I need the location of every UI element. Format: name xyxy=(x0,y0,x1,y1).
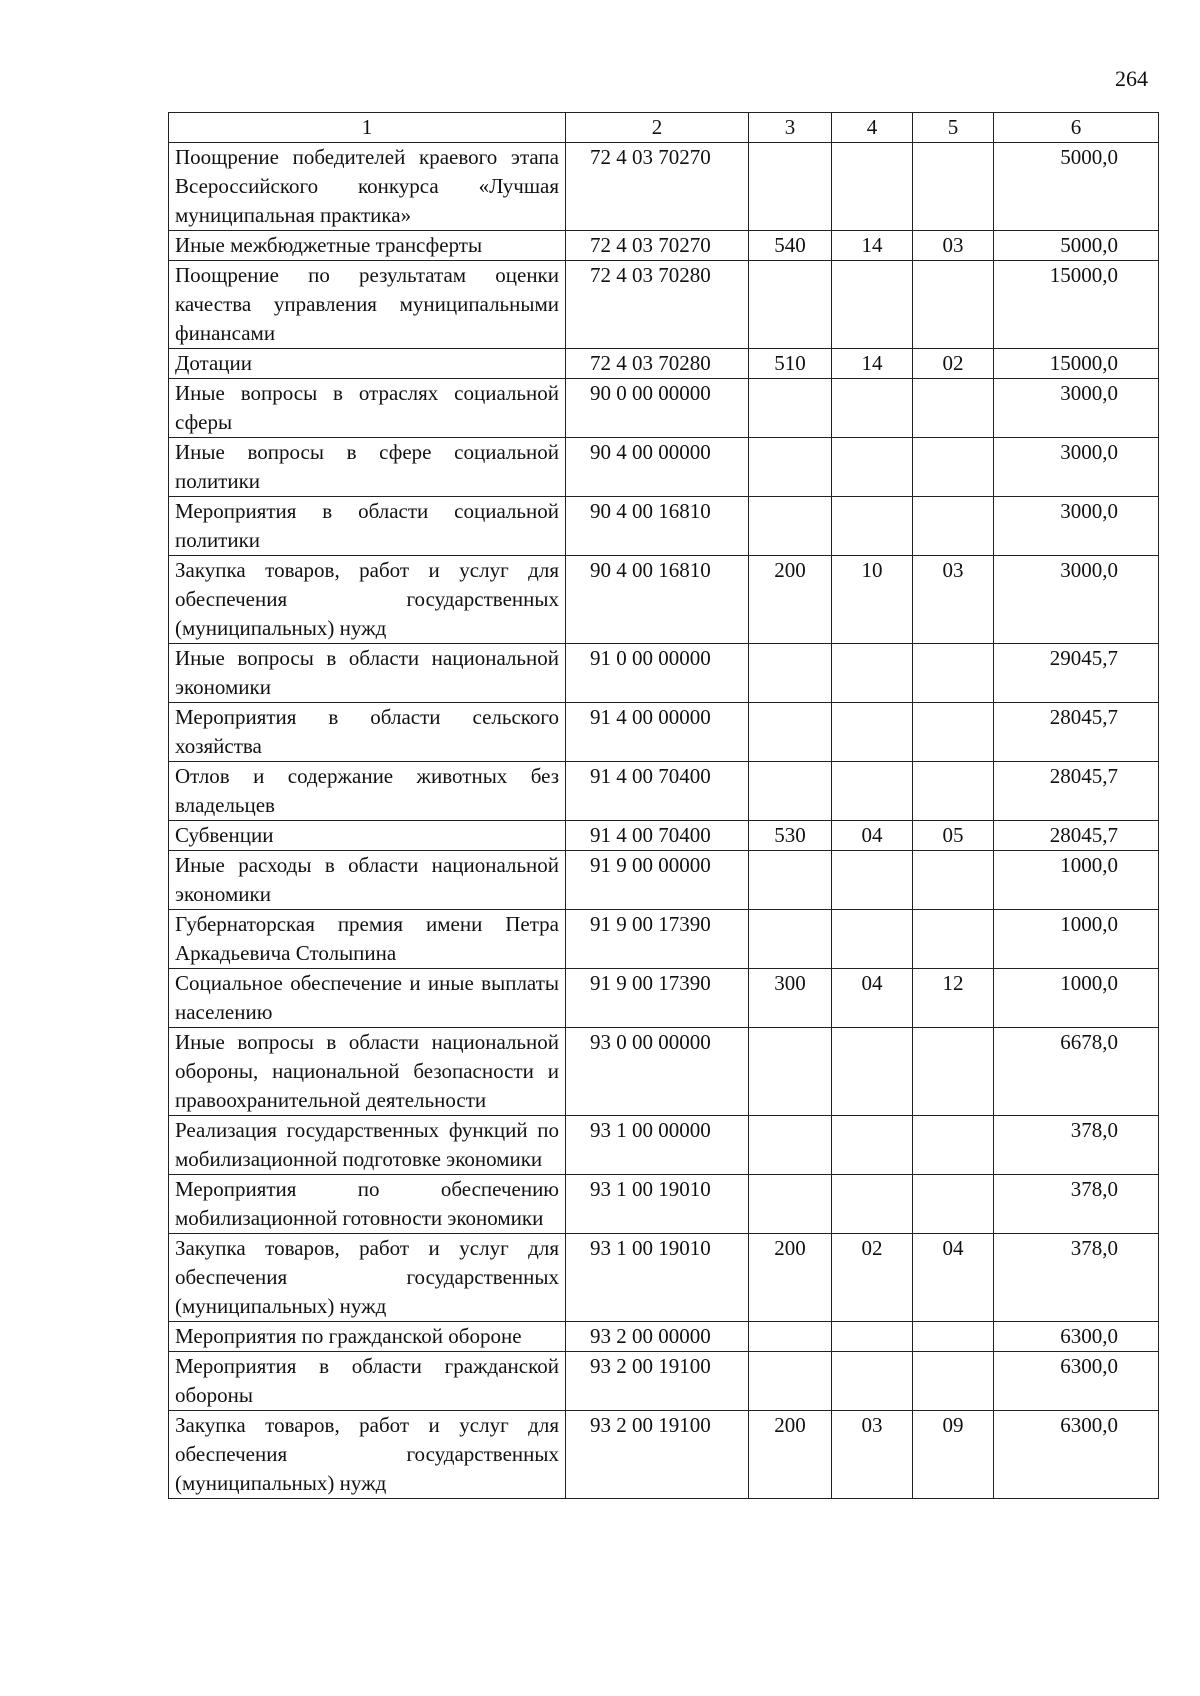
row-amount: 6678,0 xyxy=(994,1028,1159,1116)
row-amount: 378,0 xyxy=(994,1175,1159,1234)
row-rz xyxy=(832,379,913,438)
table-row xyxy=(169,438,1159,497)
row-amount: 6300,0 xyxy=(994,1411,1159,1499)
row-name: Дотации xyxy=(169,349,566,379)
row-amount: 15000,0 xyxy=(994,261,1159,349)
row-pr: 04 xyxy=(913,1234,994,1322)
row-kvr: 530 xyxy=(749,821,832,851)
row-rz xyxy=(832,1352,913,1411)
table-row xyxy=(169,703,1159,762)
row-code: 91 9 00 17390 xyxy=(566,910,749,969)
row-kvr xyxy=(749,143,832,231)
row-amount: 378,0 xyxy=(994,1234,1159,1322)
table-header-row xyxy=(169,113,1159,143)
table-row xyxy=(169,143,1159,231)
table-row xyxy=(169,349,1159,379)
row-pr: 02 xyxy=(913,349,994,379)
table-row xyxy=(169,644,1159,703)
row-name: Закупка товаров, работ и услуг для обеспечения государственных (муниципальных) нужд xyxy=(169,1411,566,1499)
row-pr xyxy=(913,762,994,821)
row-amount: 28045,7 xyxy=(994,703,1159,762)
row-pr: 12 xyxy=(913,969,994,1028)
budget-table xyxy=(168,112,1159,1499)
row-amount: 6300,0 xyxy=(994,1322,1159,1352)
row-pr xyxy=(913,1322,994,1352)
table-row xyxy=(169,231,1159,261)
row-rz: 04 xyxy=(832,969,913,1028)
row-amount: 5000,0 xyxy=(994,231,1159,261)
row-name: Закупка товаров, работ и услуг для обеспечения государственных (муниципальных) нужд xyxy=(169,1234,566,1322)
row-name: Поощрение победителей краевого этапа Всероссийского конкурса «Лучшая муниципальная практика» xyxy=(169,143,566,231)
row-name: Мероприятия в области гражданской обороны xyxy=(169,1352,566,1411)
row-name: Отлов и содержание животных без владельцев xyxy=(169,762,566,821)
header-col-4: 4 xyxy=(832,113,913,143)
table-body xyxy=(169,143,1159,1499)
row-kvr: 200 xyxy=(749,1411,832,1499)
row-pr xyxy=(913,1116,994,1175)
row-name: Иные вопросы в области национальной обороны, национальной безопасности и правоохранительной деятельности xyxy=(169,1028,566,1116)
row-kvr xyxy=(749,1116,832,1175)
row-name: Социальное обеспечение и иные выплаты населению xyxy=(169,969,566,1028)
row-pr xyxy=(913,438,994,497)
row-code: 93 2 00 00000 xyxy=(566,1322,749,1352)
table-row xyxy=(169,261,1159,349)
row-name: Мероприятия по обеспечению мобилизационной готовности экономики xyxy=(169,1175,566,1234)
table-row xyxy=(169,969,1159,1028)
table-row xyxy=(169,1322,1159,1352)
row-rz: 04 xyxy=(832,821,913,851)
table-row xyxy=(169,1028,1159,1116)
row-rz: 14 xyxy=(832,231,913,261)
row-code: 93 1 00 19010 xyxy=(566,1175,749,1234)
row-code: 91 4 00 70400 xyxy=(566,762,749,821)
row-rz: 10 xyxy=(832,556,913,644)
table-row xyxy=(169,497,1159,556)
row-code: 91 9 00 00000 xyxy=(566,851,749,910)
row-pr xyxy=(913,1352,994,1411)
row-pr: 05 xyxy=(913,821,994,851)
row-code: 91 4 00 00000 xyxy=(566,703,749,762)
row-name: Реализация государственных функций по мобилизационной подготовке экономики xyxy=(169,1116,566,1175)
row-amount: 15000,0 xyxy=(994,349,1159,379)
row-code: 72 4 03 70280 xyxy=(566,349,749,379)
row-pr xyxy=(913,143,994,231)
table-row xyxy=(169,556,1159,644)
row-rz: 03 xyxy=(832,1411,913,1499)
row-kvr xyxy=(749,497,832,556)
row-rz xyxy=(832,143,913,231)
row-amount: 3000,0 xyxy=(994,497,1159,556)
row-code: 90 4 00 00000 xyxy=(566,438,749,497)
header-col-3: 3 xyxy=(749,113,832,143)
page-number: 264 xyxy=(1115,66,1148,91)
row-pr xyxy=(913,910,994,969)
row-rz xyxy=(832,438,913,497)
row-kvr: 300 xyxy=(749,969,832,1028)
row-amount: 29045,7 xyxy=(994,644,1159,703)
row-rz xyxy=(832,644,913,703)
row-kvr xyxy=(749,1352,832,1411)
row-name: Субвенции xyxy=(169,821,566,851)
row-kvr xyxy=(749,1175,832,1234)
row-pr: 03 xyxy=(913,556,994,644)
row-rz: 02 xyxy=(832,1234,913,1322)
row-kvr xyxy=(749,379,832,438)
table-row xyxy=(169,1411,1159,1499)
row-name: Мероприятия по гражданской обороне xyxy=(169,1322,566,1352)
row-kvr xyxy=(749,1028,832,1116)
row-amount: 378,0 xyxy=(994,1116,1159,1175)
row-amount: 28045,7 xyxy=(994,762,1159,821)
row-kvr: 200 xyxy=(749,1234,832,1322)
row-code: 93 2 00 19100 xyxy=(566,1352,749,1411)
table-row xyxy=(169,910,1159,969)
row-kvr xyxy=(749,261,832,349)
header-col-5: 5 xyxy=(913,113,994,143)
row-code: 72 4 03 70280 xyxy=(566,261,749,349)
row-pr: 09 xyxy=(913,1411,994,1499)
row-code: 72 4 03 70270 xyxy=(566,231,749,261)
row-amount: 5000,0 xyxy=(994,143,1159,231)
row-amount: 1000,0 xyxy=(994,851,1159,910)
row-amount: 3000,0 xyxy=(994,438,1159,497)
table-row xyxy=(169,1116,1159,1175)
row-name: Иные межбюджетные трансферты xyxy=(169,231,566,261)
row-name: Иные расходы в области национальной экономики xyxy=(169,851,566,910)
row-name: Закупка товаров, работ и услуг для обеспечения государственных (муниципальных) нужд xyxy=(169,556,566,644)
row-pr xyxy=(913,851,994,910)
row-pr xyxy=(913,261,994,349)
table-row xyxy=(169,1234,1159,1322)
row-rz xyxy=(832,762,913,821)
row-code: 91 9 00 17390 xyxy=(566,969,749,1028)
row-code: 93 1 00 19010 xyxy=(566,1234,749,1322)
row-rz xyxy=(832,851,913,910)
row-name: Мероприятия в области социальной политики xyxy=(169,497,566,556)
table-row xyxy=(169,762,1159,821)
row-rz xyxy=(832,1116,913,1175)
table-row xyxy=(169,851,1159,910)
row-name: Поощрение по результатам оценки качества управления муниципальными финансами xyxy=(169,261,566,349)
table-row xyxy=(169,1352,1159,1411)
row-pr xyxy=(913,703,994,762)
row-name: Губернаторская премия имени Петра Аркадьевича Столыпина xyxy=(169,910,566,969)
row-code: 93 2 00 19100 xyxy=(566,1411,749,1499)
row-amount: 3000,0 xyxy=(994,379,1159,438)
row-rz xyxy=(832,1175,913,1234)
row-name: Иные вопросы в сфере социальной политики xyxy=(169,438,566,497)
row-amount: 6300,0 xyxy=(994,1352,1159,1411)
row-code: 93 0 00 00000 xyxy=(566,1028,749,1116)
row-kvr xyxy=(749,851,832,910)
row-code: 91 4 00 70400 xyxy=(566,821,749,851)
row-code: 90 4 00 16810 xyxy=(566,556,749,644)
row-rz xyxy=(832,261,913,349)
row-code: 90 0 00 00000 xyxy=(566,379,749,438)
table-row xyxy=(169,821,1159,851)
row-code: 72 4 03 70270 xyxy=(566,143,749,231)
row-name: Иные вопросы в отраслях социальной сферы xyxy=(169,379,566,438)
row-kvr xyxy=(749,438,832,497)
row-kvr: 200 xyxy=(749,556,832,644)
row-pr: 03 xyxy=(913,231,994,261)
row-kvr: 510 xyxy=(749,349,832,379)
row-pr xyxy=(913,497,994,556)
row-amount: 28045,7 xyxy=(994,821,1159,851)
row-code: 90 4 00 16810 xyxy=(566,497,749,556)
row-pr xyxy=(913,1175,994,1234)
row-rz xyxy=(832,1028,913,1116)
row-kvr xyxy=(749,1322,832,1352)
row-code: 91 0 00 00000 xyxy=(566,644,749,703)
row-rz: 14 xyxy=(832,349,913,379)
row-pr xyxy=(913,379,994,438)
header-col-1: 1 xyxy=(169,113,566,143)
row-rz xyxy=(832,1322,913,1352)
table-row xyxy=(169,379,1159,438)
row-pr xyxy=(913,644,994,703)
row-kvr xyxy=(749,762,832,821)
row-name: Мероприятия в области сельского хозяйства xyxy=(169,703,566,762)
row-rz xyxy=(832,703,913,762)
row-rz xyxy=(832,497,913,556)
header-col-6: 6 xyxy=(994,113,1159,143)
row-kvr xyxy=(749,644,832,703)
table-row xyxy=(169,1175,1159,1234)
row-amount: 1000,0 xyxy=(994,910,1159,969)
row-rz xyxy=(832,910,913,969)
row-kvr xyxy=(749,910,832,969)
row-amount: 3000,0 xyxy=(994,556,1159,644)
header-col-2: 2 xyxy=(566,113,749,143)
row-pr xyxy=(913,1028,994,1116)
row-kvr xyxy=(749,703,832,762)
row-amount: 1000,0 xyxy=(994,969,1159,1028)
row-code: 93 1 00 00000 xyxy=(566,1116,749,1175)
row-kvr: 540 xyxy=(749,231,832,261)
row-name: Иные вопросы в области национальной экономики xyxy=(169,644,566,703)
